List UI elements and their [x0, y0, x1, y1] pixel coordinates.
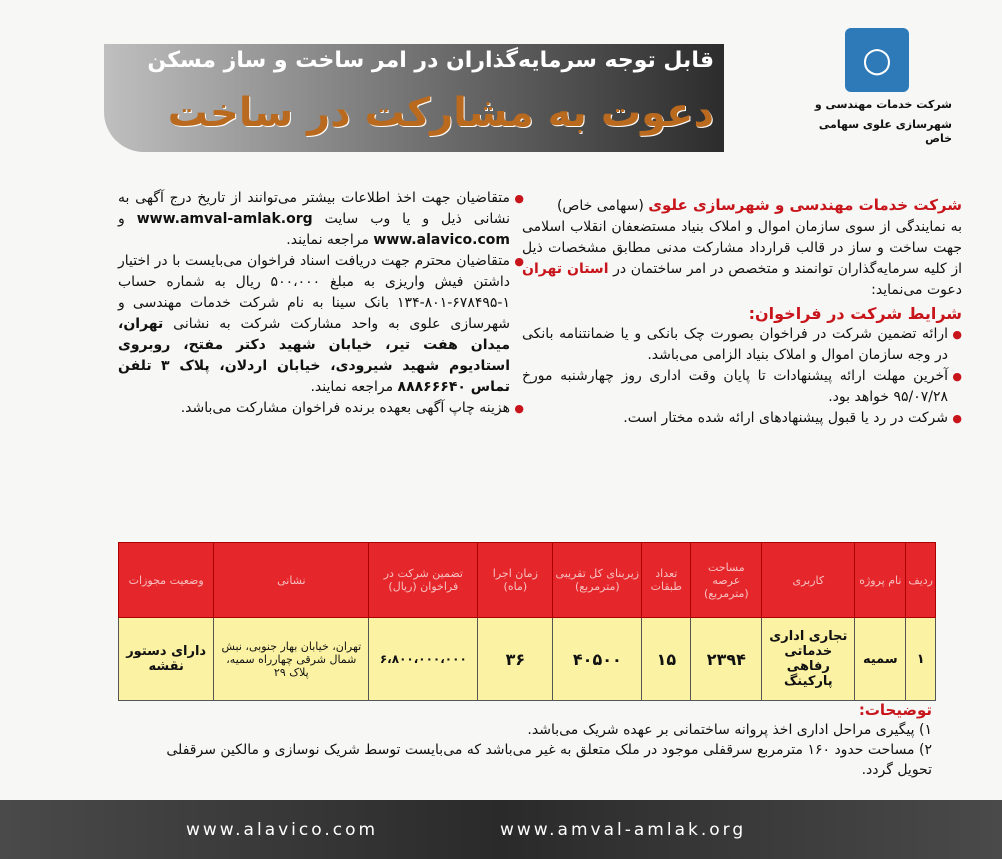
- intro: [522, 217, 962, 301]
- column-header: نام پروژه: [855, 543, 906, 618]
- condition-item: ● آخرین مهلت ارائه پیشنهادات تا پایان وقت اداری روز چهارشنبه مورخ ۹۵/۰۷/۲۸ خواهد بود.: [522, 366, 962, 408]
- project-table: [118, 542, 936, 701]
- documents-end: مراجعه نمایند.: [310, 379, 394, 395]
- condition-item: ● شرکت در رد یا قبول پیشنهادهای ارائه شده مختار است.: [522, 408, 962, 429]
- intro-end: دعوت می‌نماید:: [871, 282, 962, 298]
- column-header: زمان اجرا (ماه): [478, 543, 553, 618]
- table-cell: دارای دستور نقشه: [119, 618, 214, 701]
- note-item: ۱) پیگیری مراحل اداری اخذ پروانه ساختمانی بر عهده شریک می‌باشد.: [527, 722, 932, 738]
- table-row: [119, 618, 936, 701]
- table-cell: ۱۵: [642, 618, 691, 701]
- table-cell: ۲۳۹۴: [691, 618, 762, 701]
- table-header-row: [119, 543, 936, 618]
- column-header: تعداد طبقات: [642, 543, 691, 618]
- conditions-title: شرایط شرکت در فراخوان:: [748, 304, 962, 323]
- footer-link[interactable]: www.amval-amlak.org: [500, 820, 747, 840]
- logo-icon: ○: [845, 28, 909, 92]
- info-paragraph: [118, 188, 524, 251]
- company-suffix: (سهامی خاص): [556, 198, 644, 214]
- company-line: [522, 195, 962, 217]
- documents-paragraph: [118, 251, 524, 398]
- column-header: زیربنای کل تقریبی (مترمربع): [553, 543, 642, 618]
- header: [12, 14, 992, 164]
- table-cell: ۶،۸۰۰،۰۰۰،۰۰۰: [369, 618, 478, 701]
- column-header: تضمین شرکت در فراخوان (ریال): [369, 543, 478, 618]
- table-cell: ۴۰۵۰۰: [553, 618, 642, 701]
- website-link[interactable]: www.alavico.com: [373, 232, 510, 248]
- intro-text: به نمایندگی از سوی سازمان اموال و املاک بنیاد مستضعفان انقلاب اسلامی جهت ساخت و ساز در قالب قرارداد مشارکت مدنی مطابق مشخصات ذیل از کلیه سرمایه‌گذاران توانمند و متخصص در امر ساختمان در: [522, 219, 962, 277]
- table-cell: سمیه: [855, 618, 906, 701]
- condition-item: ● ارائه تضمین شرکت در فراخوان بصورت چک بانکی و یا ضمانتنامه بانکی در وجه سازمان اموال و املاک بنیاد الزامی می‌باشد.: [522, 324, 962, 366]
- info-end: مراجعه نمایند.: [286, 232, 369, 248]
- table-cell: تهران، خیابان بهار جنوبی، نبش شمال شرقی چهارراه سمیه، پلاک ۲۹: [214, 618, 369, 701]
- and-word: و: [118, 211, 125, 227]
- table-cell: ۱: [906, 618, 936, 701]
- logo-caption-1: شرکت خدمات مهندسی و: [814, 98, 952, 111]
- address: تهران، میدان هفت تیر، خیابان شهید دکتر مفتح، روبروی استادیوم شهید شیرودی، خیابان اردلان، پلاک ۳: [118, 316, 510, 374]
- footer-link[interactable]: www.alavico.com: [186, 820, 379, 840]
- company-logo: [802, 28, 952, 160]
- province: استان تهران: [522, 261, 609, 277]
- column-header: کاربری: [762, 543, 855, 618]
- title-banner: [104, 44, 724, 152]
- column-header: وضعیت مجوزات: [119, 543, 214, 618]
- info-text: متقاضیان جهت اخذ اطلاعات بیشتر می‌توانند از تاریخ درج آگهی به نشانی ذیل و یا وب سایت: [118, 190, 510, 227]
- note-item: ۲) مساحت حدود ۱۶۰ مترمربع سرقفلی موجود در ملک متعلق به غیر می‌باشد که می‌بایست توسط شریک نوسازی و مالکین سرقفلی تحویل گردد.: [166, 742, 932, 778]
- table-cell: تجاری اداری خدماتی رفاهی پارکینگ: [762, 618, 855, 701]
- column-header: نشانی: [214, 543, 369, 618]
- website-link[interactable]: www.amval-amlak.org: [136, 211, 313, 227]
- main-title: دعوت به مشارکت در ساخت: [167, 90, 714, 136]
- logo-caption-2: شهرسازی علوی سهامی خاص: [818, 118, 952, 145]
- cost-paragraph: ● هزینه چاپ آگهی بعهده برنده فراخوان مشارکت می‌باشد.: [118, 398, 524, 419]
- left-column: [118, 188, 524, 419]
- column-header: ردیف: [906, 543, 936, 618]
- phone: تلفن تماس ۸۸۸۶۶۶۴۰: [118, 358, 510, 395]
- column-header: مساحت عرصه (مترمربع): [691, 543, 762, 618]
- table-cell: ۳۶: [478, 618, 553, 701]
- company-name: شرکت خدمات مهندسی و شهرسازی علوی: [648, 196, 962, 214]
- right-column: [522, 195, 962, 429]
- subtitle: قابل توجه سرمایه‌گذاران در امر ساخت و ساز مسکن: [147, 48, 714, 73]
- notes: [152, 700, 932, 780]
- documents-text: متقاضیان محترم جهت دریافت اسناد فراخوان می‌بایست با در اختیار داشتن فیش واریزی به مبلغ ۵۰۰،۰۰۰ ریال به شماره حساب ۱-۶۷۸۴۹۵-۸۰۱-۱۳۴ بانک سینا به نام شرکت خدمات مهندسی و شهرسازی علوی به واحد مشارکت شرکت به نشانی: [118, 253, 511, 332]
- notes-title: توضیحات:: [858, 701, 932, 719]
- footer-bar: [0, 800, 1002, 859]
